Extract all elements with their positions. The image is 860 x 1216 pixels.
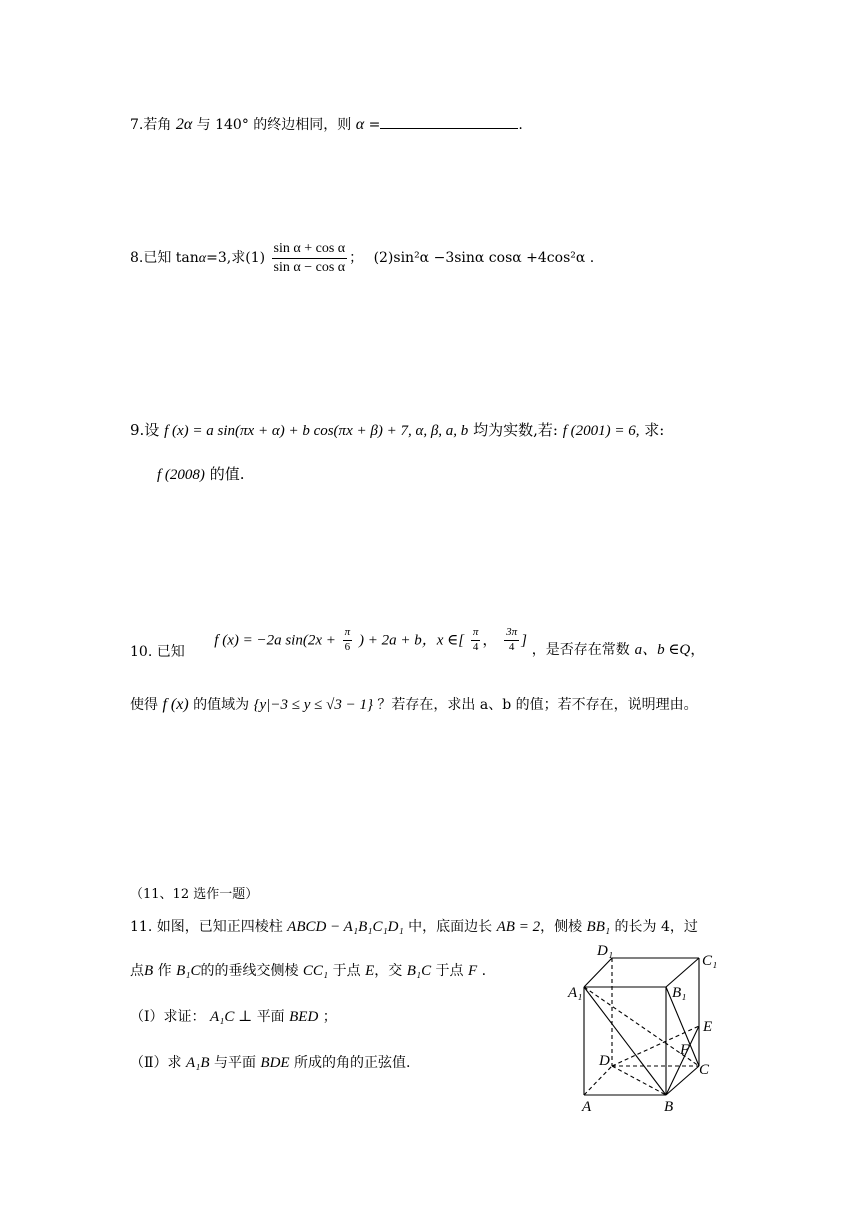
label-d: D <box>599 1053 610 1069</box>
label-c: C <box>699 1062 710 1078</box>
choose-one-note: （11、12 选作一题） <box>130 887 259 902</box>
ratio-fraction: $\frac{\text{sin α + cos α}}{\text{sin α − cos α}}$ <box>273 241 346 275</box>
label-a1: A₁ <box>568 985 583 1001</box>
prism-figure <box>560 935 760 1125</box>
pi-over-six: $\frac{\pi}{6}$ <box>344 626 351 653</box>
question-11-part-2: （Ⅱ）求 A₁B 与平面 BDE 所成的角的正弦值. <box>130 1055 411 1071</box>
three-pi-over-four: $\frac{3\pi}{4}$ <box>506 626 518 653</box>
question-9-line-1: 9.设 f (x) = a sin(πx + α) + b cos(πx + β) + 7, α, β, a, b 均为实数,若: f (2001) = 6, 求: <box>130 421 665 439</box>
question-8: 8.已知 tanα=3,求(1) $\frac{\text{sin α + cos α}}{\text{sin α − cos α}}$ ； (2)sin²α −3sinα cosα +4cos²α . <box>130 241 595 275</box>
question-9-line-2: f (2008) 的值. <box>157 465 245 483</box>
question-11-part-1: （Ⅰ）求证： A₁C ⊥ 平面 BED ； <box>130 1009 337 1025</box>
question-11-line-2: 点B 作 B₁C的的垂线交侧棱 CC₁ 于点 E，交 B₁C 于点 F . <box>130 963 487 979</box>
label-f: F <box>680 1042 690 1058</box>
label-b: B <box>664 1099 674 1115</box>
prism-edges <box>584 958 699 1095</box>
question-10-line-2: 使得 f (x) 的值域为 {y|−3 ≤ y ≤ √3 − 1} ？若存在，求出 a、b 的值；若不存在，说明理由。 <box>130 696 698 713</box>
pi-over-four: $\frac{\pi}{4}$ <box>472 626 479 653</box>
question-7: 7.若角 2α 与 140° 的终边相同，则 α = . <box>130 116 523 133</box>
label-d1: D₁ <box>597 943 614 959</box>
label-b1: B₁ <box>672 985 687 1001</box>
label-e: E <box>703 1019 713 1035</box>
label-c1: C₁ <box>702 953 718 969</box>
question-10-line-1: 10. 已知 f (x) = −2a sin(2x + $\frac{\pi}{6}$ ) + 2a + b，x ∈[ $\frac{\pi}{4}$ ， $\frac{3\pi}{4}$ ] ，是否存在常数 a、b ∈Q， <box>130 626 706 661</box>
label-a: A <box>582 1099 592 1115</box>
question-11-line-1: 11. 如图，已知正四棱柱 ABCD − A₁B₁C₁D₁ 中，底面边长 AB = 2，侧棱 BB₁ 的长为 4，过 <box>130 919 698 935</box>
answer-blank[interactable] <box>380 116 518 129</box>
